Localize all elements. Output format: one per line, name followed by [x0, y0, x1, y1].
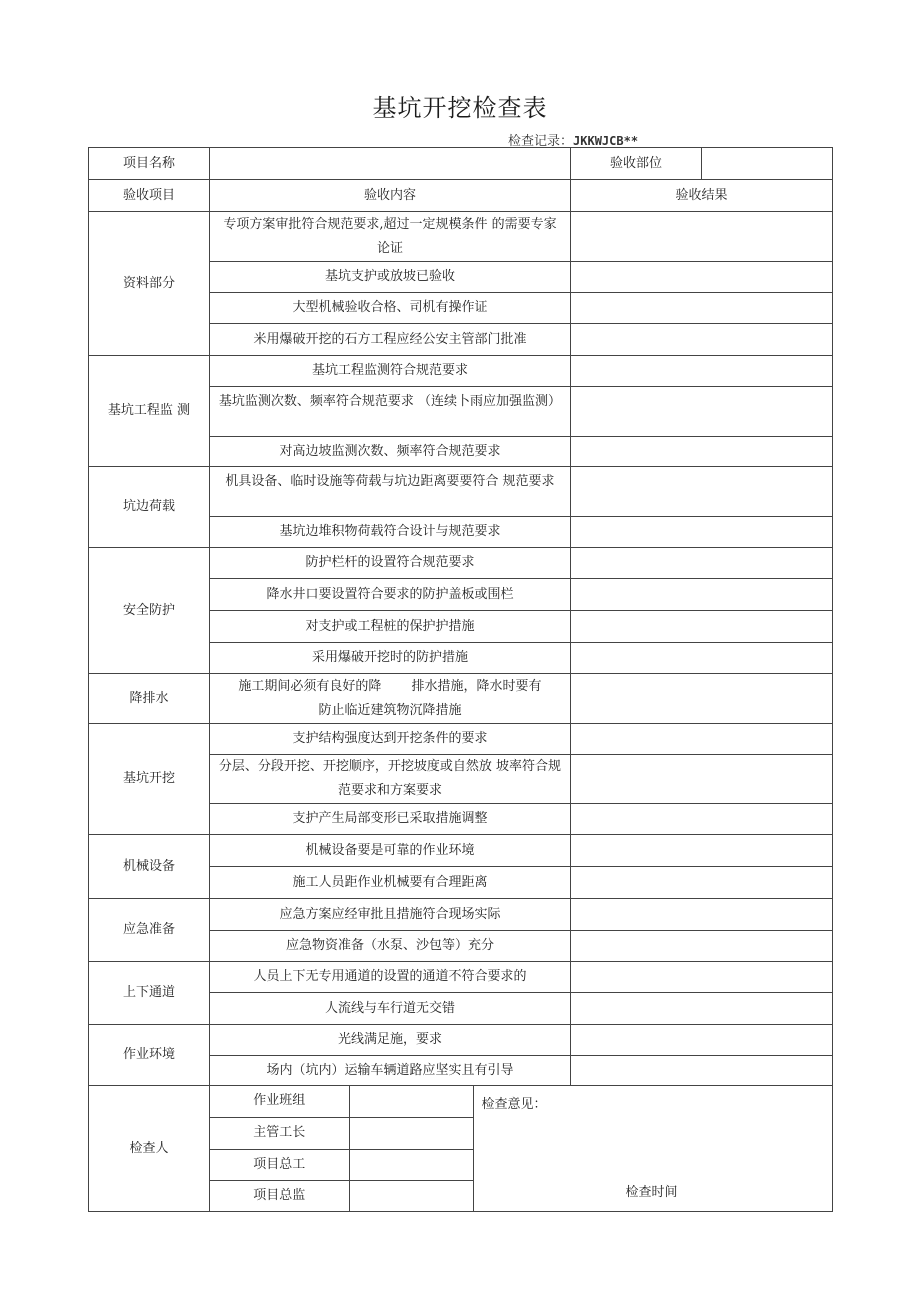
opinion-box	[474, 1089, 833, 1209]
check-item: 场内（坑内）运输车辆道路应坚实且有引导	[210, 1056, 571, 1086]
result-cell[interactable]	[571, 356, 833, 387]
result-cell[interactable]	[571, 724, 833, 755]
check-text-line2: 论证	[376, 240, 403, 256]
inspection-time-label: 检查时间	[625, 1184, 678, 1200]
check-item: 光线满足施，要求	[210, 1025, 571, 1056]
result-cell[interactable]	[571, 262, 833, 293]
role-label: 项目总监	[210, 1180, 349, 1211]
section-name: 基坑开挖	[89, 724, 210, 835]
result-cell[interactable]	[571, 437, 833, 467]
opinion-label: 检查意见：	[481, 1096, 547, 1112]
result-cell[interactable]	[571, 643, 833, 674]
col-header-item: 验收项目	[89, 180, 210, 212]
result-cell[interactable]	[571, 212, 833, 262]
signature-field[interactable]	[349, 1117, 473, 1149]
check-item	[210, 212, 571, 262]
signature-field[interactable]	[349, 1180, 473, 1211]
check-item: 支护结构强度达到开挖条件的要求	[210, 724, 571, 755]
project-name-field[interactable]	[210, 148, 571, 180]
opinion-cell[interactable]	[473, 1086, 832, 1211]
check-item: 基坑边堆积物荷载符合设计与规范要求	[210, 517, 571, 548]
col-header-content: 验收内容	[210, 180, 571, 212]
check-item: 应急方案应经审批且措施符合现场实际	[210, 899, 571, 931]
result-cell[interactable]	[571, 931, 833, 962]
check-item: 人员上下无专用通道的设置的通道不符合要求的	[210, 962, 571, 993]
result-cell[interactable]	[571, 899, 833, 931]
inspector-grid	[210, 1086, 832, 1211]
result-cell[interactable]	[571, 835, 833, 867]
check-item: 机械设备要是可靠的作业环境	[210, 835, 571, 867]
signature-field[interactable]	[349, 1086, 473, 1117]
section-name: 坑边荷载	[89, 467, 210, 548]
check-item: 降水井口要设置符合要求的防护盖板或围栏	[210, 579, 571, 611]
role-label: 主管工长	[210, 1117, 349, 1149]
result-cell[interactable]	[571, 755, 833, 804]
check-item: 机具设备、临时设施等荷载与坑边距离要要符合 规范要求	[210, 467, 571, 517]
check-item: 大型机械验收合格、司机有操作证	[210, 293, 571, 324]
check-item: 应急物资准备（水泵、沙包等）充分	[210, 931, 571, 962]
project-name-label: 项目名称	[89, 148, 210, 180]
result-cell[interactable]	[571, 804, 833, 835]
section-name: 作业环境	[89, 1025, 210, 1086]
result-cell[interactable]	[571, 867, 833, 899]
check-item: 对高边坡监测次数、频率符合规范要求	[210, 437, 571, 467]
check-item: 对支护或工程桩的保护护措施	[210, 611, 571, 643]
result-cell[interactable]	[571, 1056, 833, 1086]
result-cell[interactable]	[571, 324, 833, 356]
page-title: 基坑开挖检查表	[372, 94, 548, 122]
result-cell[interactable]	[571, 579, 833, 611]
result-cell[interactable]	[571, 962, 833, 993]
col-header-result: 验收结果	[571, 180, 833, 212]
check-text-line2: 范要求和方案要求	[337, 783, 442, 798]
result-cell[interactable]	[571, 467, 833, 517]
check-item: 防护栏杆的设置符合规范要求	[210, 548, 571, 579]
check-item: 基坑监测次数、频率符合规范要求 （连续卜雨应加强监测）	[210, 387, 571, 437]
check-text: 施工期间必须有良好的降 排水措施，降水时要有	[238, 678, 542, 694]
section-name: 资料部分	[89, 212, 210, 356]
check-item: 支护产生局部变形已采取措施调整	[210, 804, 571, 835]
check-item: 基坑工程监测符合规范要求	[210, 356, 571, 387]
inspector-area	[210, 1086, 833, 1212]
check-item	[210, 674, 571, 724]
result-cell[interactable]	[571, 611, 833, 643]
result-cell[interactable]	[571, 993, 833, 1025]
check-text-line2: 防止临近建筑物沉降措施	[318, 702, 462, 718]
inspection-table	[88, 147, 833, 1212]
check-item: 米用爆破开挖的石方工程应经公安主管部门批准	[210, 324, 571, 356]
section-name: 基坑工程监 测	[89, 356, 210, 467]
record-code: JKKWJCB**	[573, 134, 639, 148]
result-cell[interactable]	[571, 548, 833, 579]
section-name: 应急准备	[89, 899, 210, 962]
check-text: 分层、分段开挖、开挖顺序，开挖坡度或自然放 坡率符合规	[218, 759, 562, 774]
role-label: 项目总工	[210, 1149, 349, 1180]
result-cell[interactable]	[571, 674, 833, 724]
check-item: 采用爆破开挖时的防护措施	[210, 643, 571, 674]
section-name: 安全防护	[89, 548, 210, 674]
result-cell[interactable]	[571, 387, 833, 437]
check-item: 基坑支护或放坡已验收	[210, 262, 571, 293]
section-name: 降排水	[89, 674, 210, 724]
acceptance-location-label: 验收部位	[571, 148, 702, 180]
acceptance-location-field[interactable]	[702, 148, 833, 180]
signature-field[interactable]	[349, 1149, 473, 1180]
record-label: 检查记录：	[508, 134, 574, 149]
result-cell[interactable]	[571, 517, 833, 548]
inspector-label: 检查人	[89, 1086, 210, 1212]
check-item	[210, 755, 571, 804]
check-text: 专项方案审批符合规范要求,超过一定规模条件 的需要专家	[223, 216, 557, 232]
result-cell[interactable]	[571, 293, 833, 324]
section-name: 上下通道	[89, 962, 210, 1025]
check-item: 人流线与车行道无交错	[210, 993, 571, 1025]
role-label: 作业班组	[210, 1086, 349, 1117]
section-name: 机械设备	[89, 835, 210, 899]
result-cell[interactable]	[571, 1025, 833, 1056]
check-item: 施工人员距作业机械要有合理距离	[210, 867, 571, 899]
